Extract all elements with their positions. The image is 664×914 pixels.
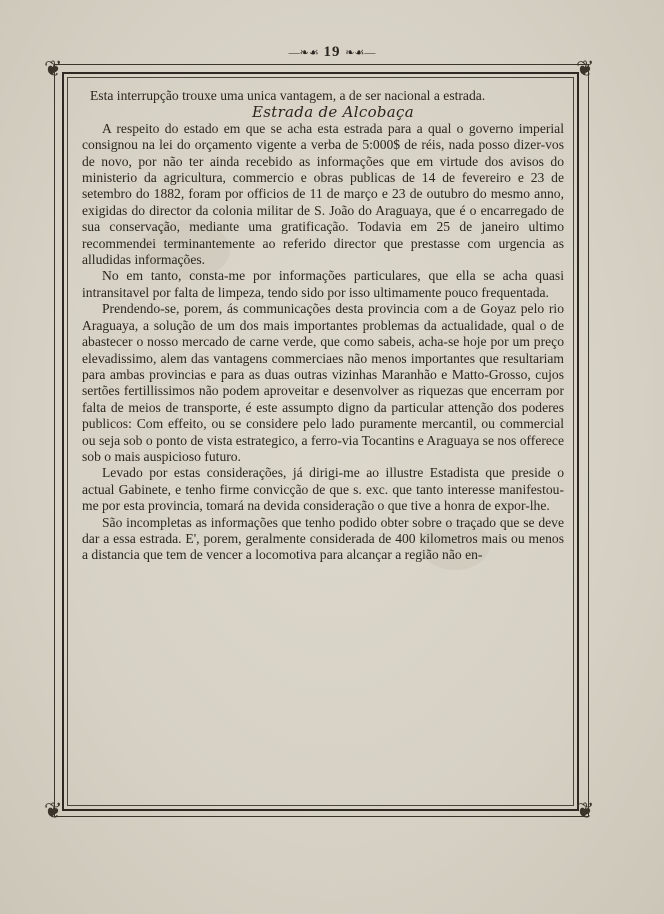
body-text: [82, 88, 564, 564]
corner-ornament-icon: ❦: [576, 798, 595, 823]
paragraph: Levado por estas considerações, já dirigi-me ao illustre Estadista que preside o actual Gabinete, e tenho firme convicção de que s. exc. que tanto interesse manifestou-me por esta provincia, tomará na devida consideração o que tive a honra de expor-lhe.: [82, 465, 564, 514]
page-number-value: 19: [323, 44, 341, 60]
paragraph: A respeito do estado em que se acha esta estrada para a qual o governo imperial consignou na lei do orçamento vigente a verba de 5:000$ de réis, nada posso dizer-vos de novo, por não ter ainda recebido as informações que em virtude dos avisos do ministerio da agricultura, commercio e obras publicas de 14 de fevereiro e 23 de setembro do 1882, foram por officios de 11 de março e 23 de outubro do mesmo anno, exigidas do director da colonia militar de S. João do Araguaya, que é o encarregado de sua conservação, mediante uma gratificação. Todavia em 25 de janeiro ultimo recommendei terminantemente ao referido director que prestasse com urgencia as alludidas informações.: [82, 120, 564, 268]
page-number: [0, 44, 664, 61]
opening-paragraph: Esta interrupção trouxe uma unica vantagem, a de ser nacional a estrada.: [90, 88, 486, 103]
section-heading: Estrada de Alcobaça: [252, 103, 414, 122]
paragraph: São incompletas as informações que tenho podido obter sobre o traçado que se deve dar a essa estrada. E', porem, geralmente considerada de 400 kilometros mais ou menos a distancia que tem de vencer a locomotiva para alcançar a região não en-: [82, 514, 564, 563]
page-number-ornament-left: —❧☙: [288, 47, 319, 59]
paragraph: Prendendo-se, porem, ás communicações desta provincia com a de Goyaz pelo rio Araguaya, a solução de um dos mais importantes problemas da actualidade, qual o de abastecer o nosso mercado de carne verde, que como sabeis, acha-se hoje por um preço elevadissimo, alem das vantagens commerciaes não menos importantes que resultariam para ambas provincias e para as duas outras vizinhas Maranhão e Matto-Grosso, cujos sertões fertillissimos não podem aproveitar e desenvolver as riquezas que encerram por falta de meios de transporte, é este assumpto digno da particular attenção dos poderes publicos: Com effeito, ou se considere pelo lado puramente mercantil, ou commercial ou seja sob o ponto de vista estrategico, a ferro-via Tocantins e Araguaya se nos offerece sob o mais auspicioso futuro.: [82, 301, 564, 464]
paragraph: No em tanto, consta-me por informações particulares, que ella se acha quasi intransitavel por falta de limpeza, tendo sido por isso ultimamente pouco frequentada.: [82, 268, 564, 300]
corner-ornament-icon: ❦: [44, 798, 63, 823]
page-number-ornament-right: ❧☙—: [345, 47, 376, 59]
corner-ornament-icon: ❦: [576, 56, 595, 81]
corner-ornament-icon: ❦: [44, 56, 63, 81]
